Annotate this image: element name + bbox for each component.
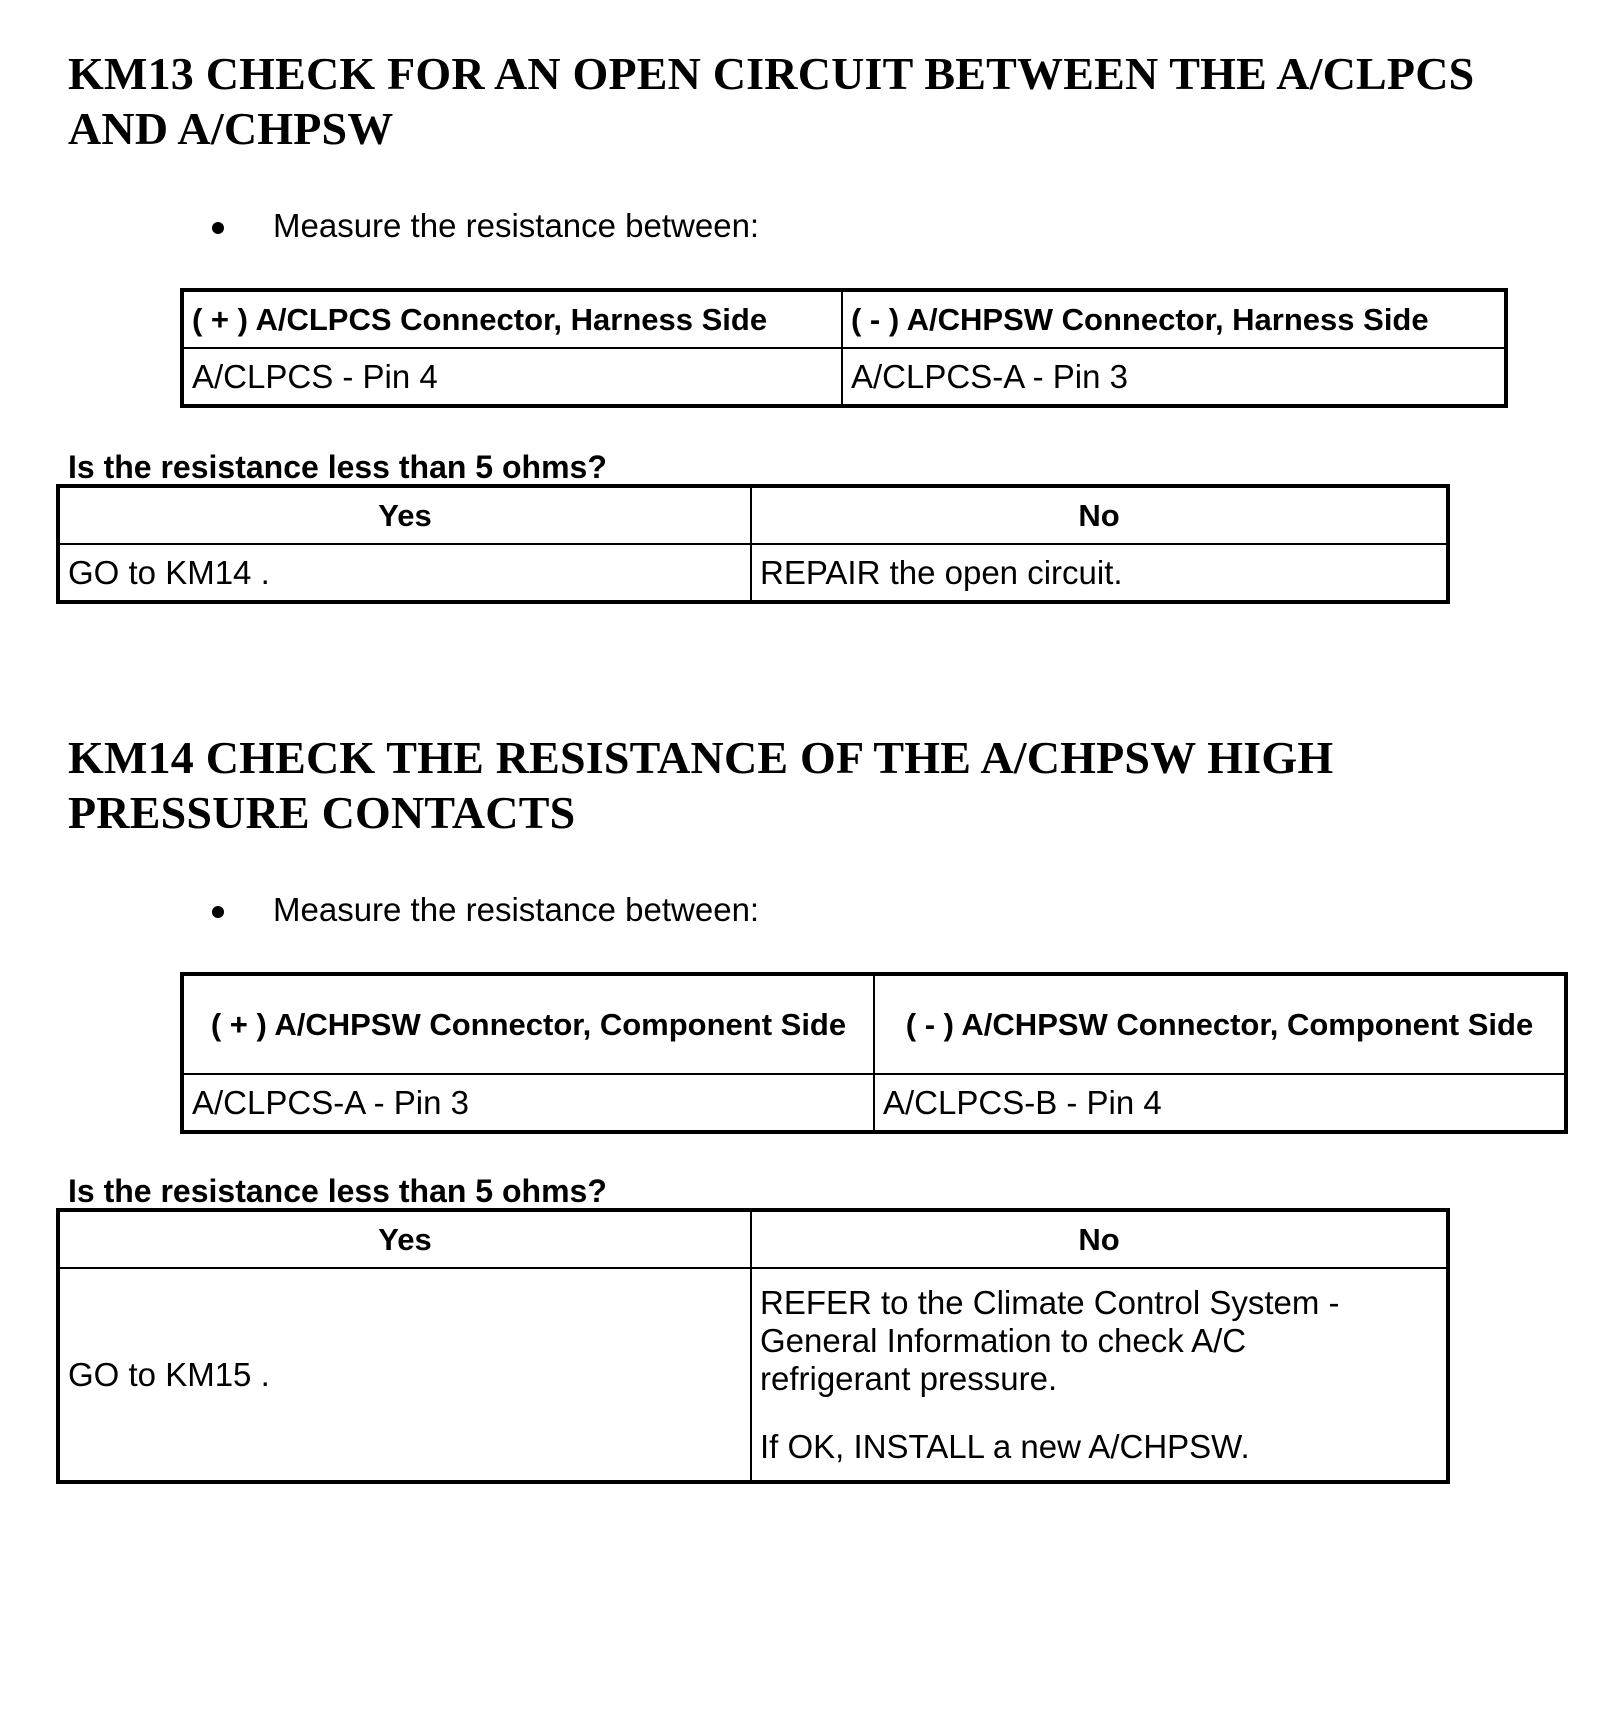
- table-row: [58, 1268, 1448, 1482]
- km14-measure-header-negative: ( - ) A/CHPSW Connector, Component Side: [874, 974, 1566, 1074]
- km13-heading-line2: AND A/CHPSW: [68, 103, 394, 154]
- km14-no-line-4: If OK, INSTALL a new A/CHPSW.: [760, 1427, 1250, 1465]
- km14-heading: [68, 730, 1333, 840]
- table-row: [182, 1074, 1566, 1132]
- km14-measure-cell-negative: A/CLPCS-B - Pin 4: [874, 1074, 1566, 1132]
- km14-no-cell: [751, 1268, 1448, 1482]
- km14-yes-cell: GO to KM15 .: [58, 1268, 751, 1482]
- km14-result-table: [56, 1208, 1450, 1484]
- km14-heading-line2: PRESSURE CONTACTS: [68, 787, 576, 838]
- km14-bullet-text: Measure the resistance between:: [273, 891, 760, 928]
- km14-measure-header-positive: ( + ) A/CHPSW Connector, Component Side: [182, 974, 874, 1074]
- km13-no-cell: REPAIR the open circuit.: [751, 544, 1448, 602]
- table-header-row: [58, 486, 1448, 544]
- km13-bullet-text: Measure the resistance between:: [273, 207, 760, 244]
- km13-measure-header-positive: ( + ) A/CLPCS Connector, Harness Side: [182, 290, 842, 348]
- km13-yes-header: Yes: [58, 486, 751, 544]
- km13-measure-cell-positive: A/CLPCS - Pin 4: [182, 348, 842, 406]
- table-row: [182, 348, 1506, 406]
- km13-result-table: [56, 484, 1450, 604]
- km13-heading: [68, 46, 1474, 156]
- km13-heading-line1: KM13 CHECK FOR AN OPEN CIRCUIT BETWEEN THE A/CLPCS: [68, 48, 1475, 99]
- bullet-dot-icon: [212, 906, 224, 918]
- km14-no-line-2: General Information to check A/C: [760, 1321, 1247, 1359]
- table-row: [58, 544, 1448, 602]
- table-header-row: [182, 290, 1506, 348]
- km14-no-line-1: REFER to the Climate Control System -: [760, 1283, 1340, 1321]
- km14-measure-table: [180, 972, 1568, 1134]
- km14-no-header: No: [751, 1210, 1448, 1268]
- km14-yes-header: Yes: [58, 1210, 751, 1268]
- bullet-dot-icon: [212, 222, 224, 234]
- km14-question: Is the resistance less than 5 ohms?: [68, 1173, 607, 1209]
- km14-no-line-3: refrigerant pressure.: [760, 1359, 1058, 1397]
- km13-bullet: [212, 206, 759, 246]
- km14-bullet: [212, 890, 759, 930]
- km13-question: Is the resistance less than 5 ohms?: [68, 449, 607, 485]
- km14-heading-line1: KM14 CHECK THE RESISTANCE OF THE A/CHPSW HIGH: [68, 732, 1334, 783]
- km13-no-header: No: [751, 486, 1448, 544]
- km13-measure-table: [180, 288, 1508, 408]
- table-header-row: [182, 974, 1566, 1074]
- km13-yes-cell: GO to KM14 .: [58, 544, 751, 602]
- km13-measure-cell-negative: A/CLPCS-A - Pin 3: [842, 348, 1506, 406]
- km14-measure-cell-positive: A/CLPCS-A - Pin 3: [182, 1074, 874, 1132]
- table-header-row: [58, 1210, 1448, 1268]
- km13-measure-header-negative: ( - ) A/CHPSW Connector, Harness Side: [842, 290, 1506, 348]
